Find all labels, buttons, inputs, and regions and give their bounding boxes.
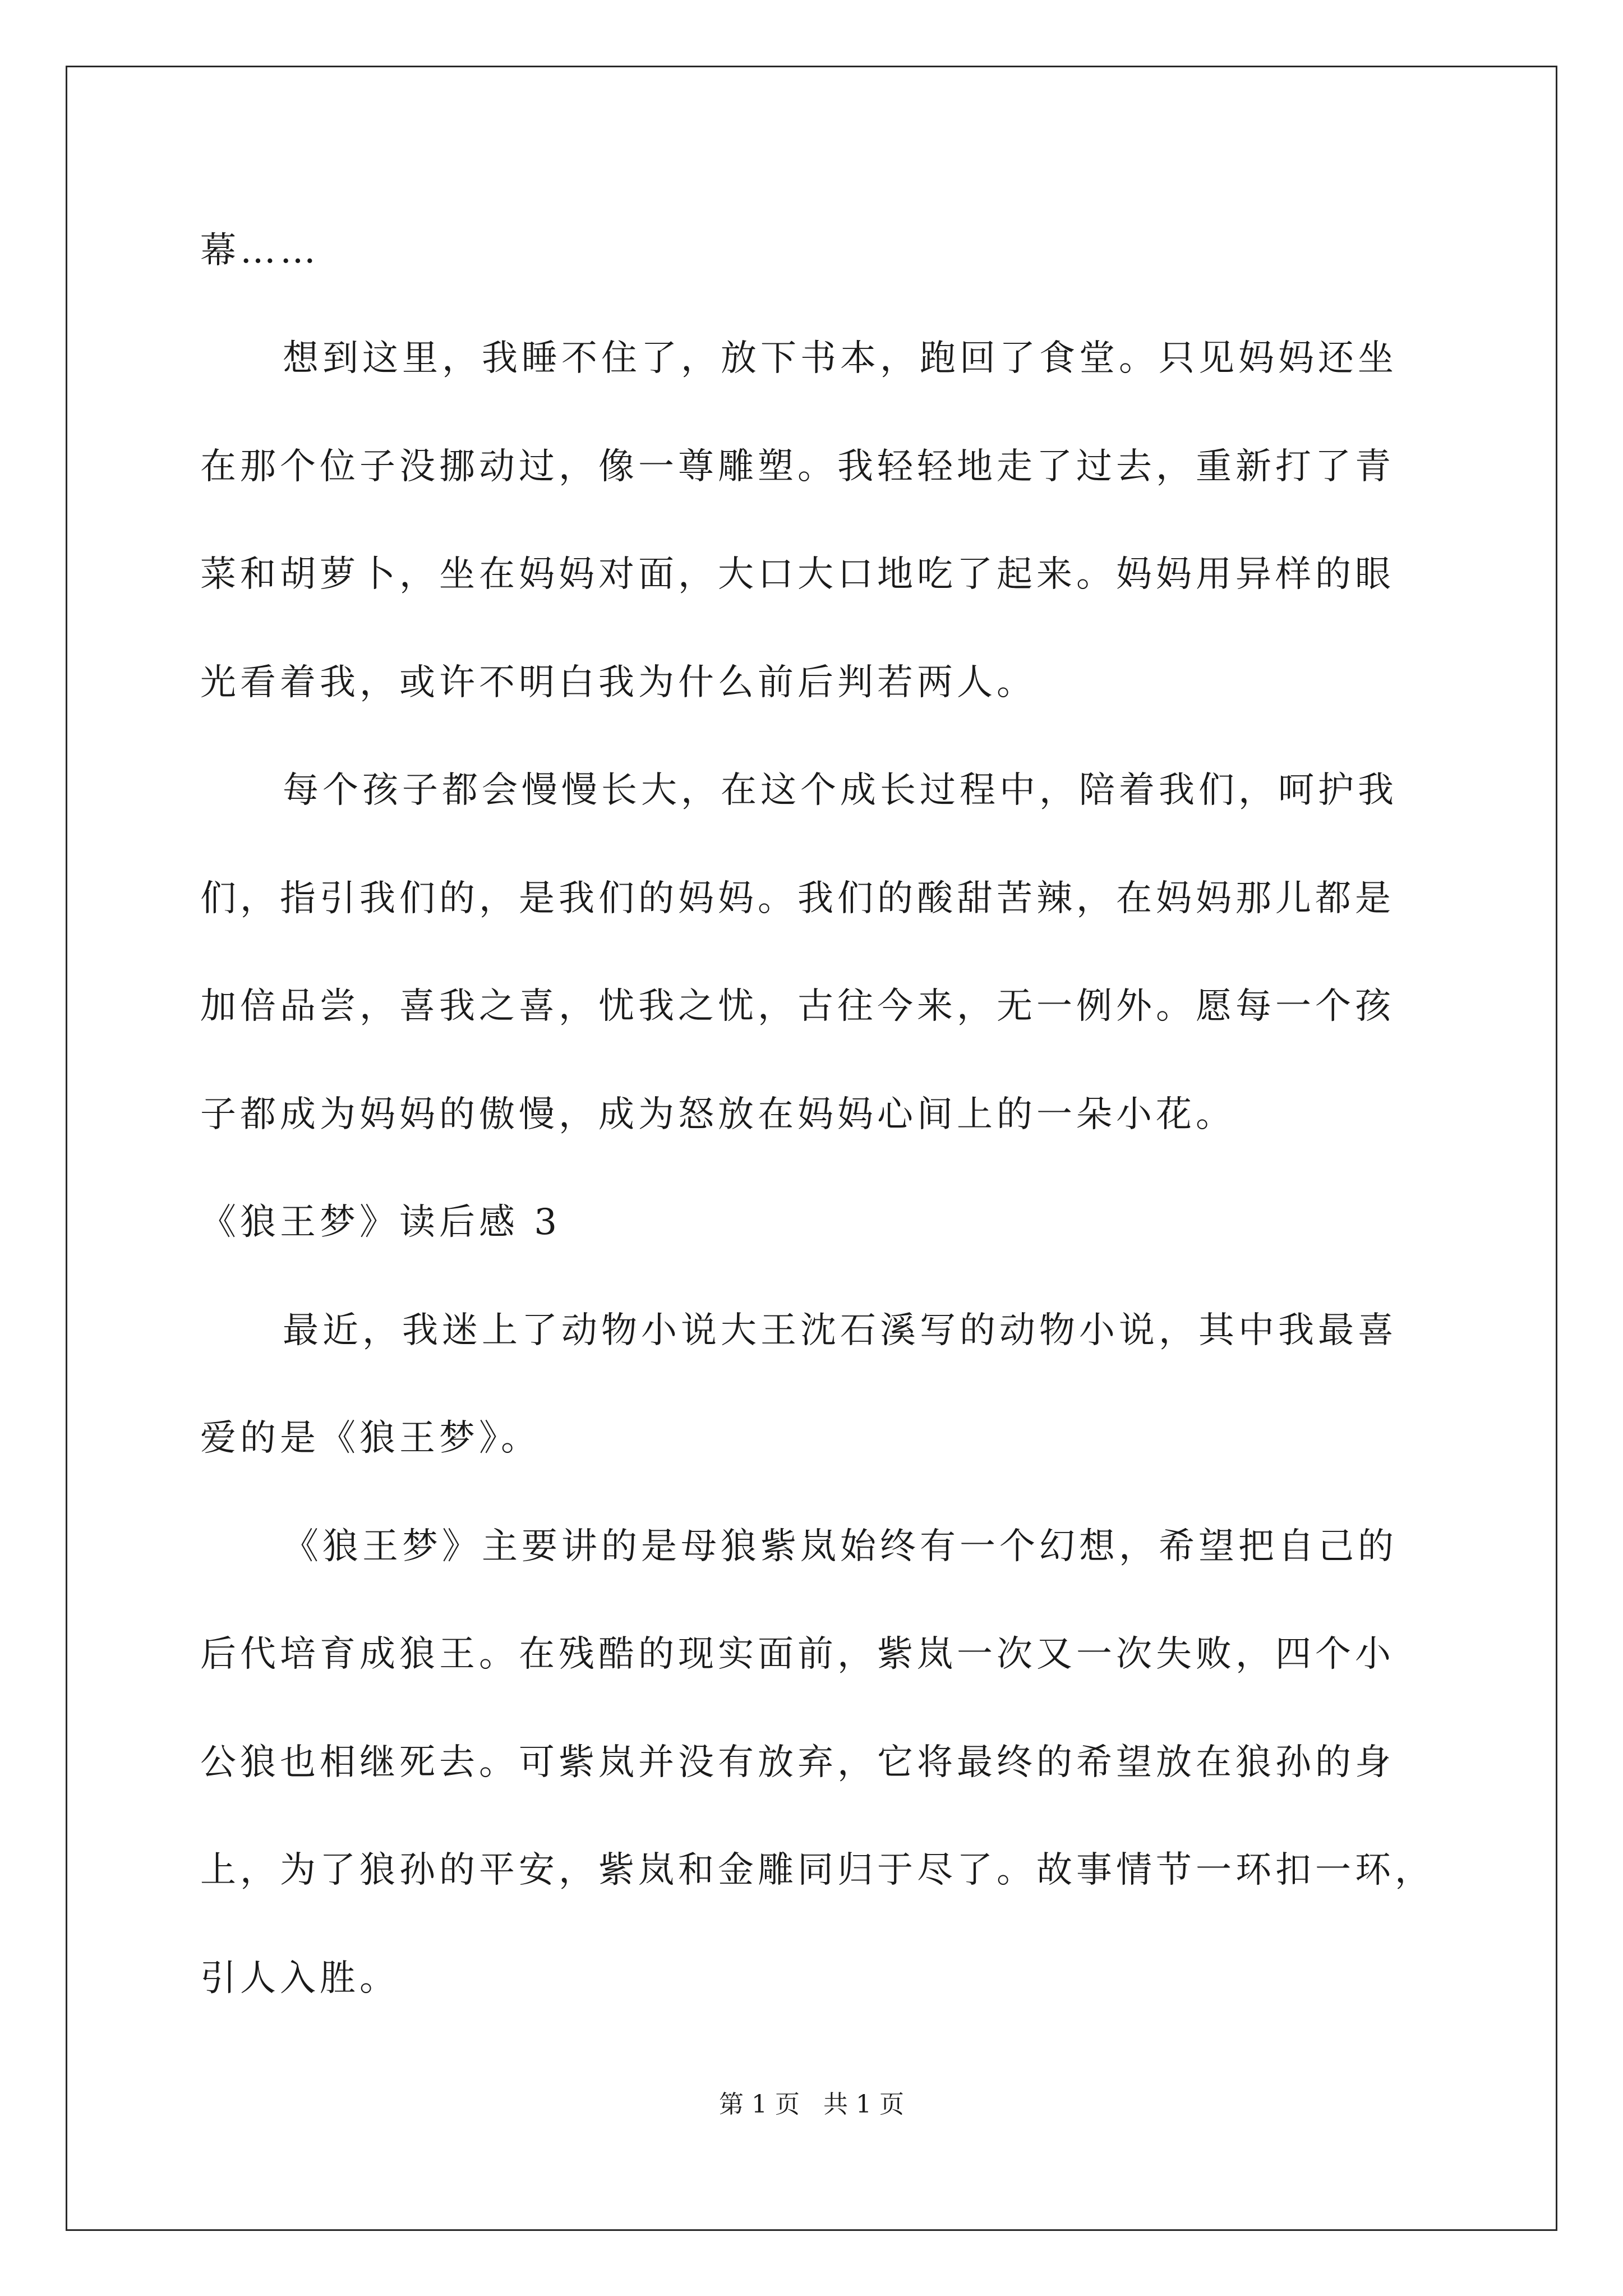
text-line: 们，指引我们的，是我们的妈妈。我们的酸甜苦辣，在妈妈那儿都是 — [200, 878, 1395, 919]
page-border — [66, 66, 1557, 2231]
text-line: 光看着我，或许不明白我为什么前后判若两人。 — [200, 662, 1036, 703]
text-line: 最近，我迷上了动物小说大王沈石溪写的动物小说，其中我最喜 — [283, 1310, 1398, 1351]
text-line: 子都成为妈妈的傲慢，成为怒放在妈妈心间上的一朵小花。 — [200, 1094, 1235, 1135]
text-line: 引人入胜。 — [200, 1958, 399, 1999]
text-line: 每个孩子都会慢慢长大，在这个成长过程中，陪着我们，呵护我 — [283, 770, 1398, 811]
page-number-footer: 第 1 页 共 1 页 — [719, 2090, 904, 2119]
text-line: 上，为了狼孙的平安，紫岚和金雕同归于尽了。故事情节一环扣一环， — [200, 1849, 1435, 1891]
text-line: 《狼王梦》主要讲的是母狼紫岚始终有一个幻想，希望把自己的 — [283, 1526, 1398, 1567]
text-line: 菜和胡萝卜，坐在妈妈对面，大口大口地吃了起来。妈妈用异样的眼 — [200, 554, 1395, 595]
text-line: 公狼也相继死去。可紫岚并没有放弃，它将最终的希望放在狼孙的身 — [200, 1742, 1395, 1783]
text-line: 加倍品尝，喜我之喜，忧我之忧，古往今来，无一例外。愿每一个孩 — [200, 986, 1395, 1027]
text-line: 后代培育成狼王。在残酷的现实面前，紫岚一次又一次失败，四个小 — [200, 1634, 1395, 1675]
text-line: 想到这里，我睡不住了，放下书本，跑回了食堂。只见妈妈还坐 — [283, 338, 1398, 379]
text-line: 在那个位子没挪动过，像一尊雕塑。我轻轻地走了过去，重新打了青 — [200, 446, 1395, 487]
text-line: 幕…… — [200, 230, 320, 272]
text-line: 爱的是《狼王梦》。 — [200, 1418, 541, 1459]
section-heading: 《狼王梦》读后感 3 — [200, 1202, 561, 1243]
